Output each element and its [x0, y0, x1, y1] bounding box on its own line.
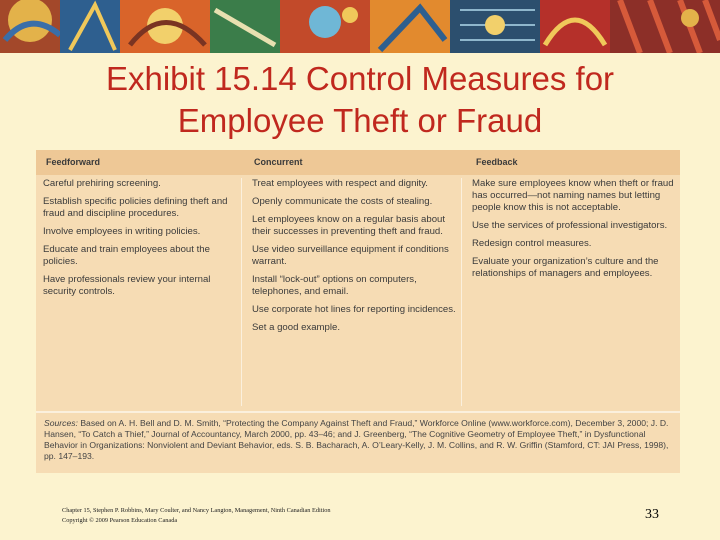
list-item: Evaluate your organization’s culture and the relationships of managers and employees. [472, 256, 659, 279]
exhibit-header-row [36, 150, 680, 175]
banner-pattern-icon [0, 0, 720, 53]
concurrent-column [249, 178, 457, 404]
sources-text: Based on A. H. Bell and D. M. Smith, “Protecting the Company Against Theft and Fraud,” Workforce Online (www.workforce.com), December 3, 2000; J. D. Hansen, “To Catch a Thief,” Journal of Accountancy, March 2000, pp. 43–46; and J. Greenberg, “The Cognitive Geometry of Employee Theft,” in Dysfunctional Behavior in Organizations: Nonviolent and Deviant Behavior, eds. S. B. Bacharach, A. O’Leary-Kelly, J. M. Collins, and R. W. Griffin (Stamford, CT: JAI Press, 1998), pp. 147–193. [44, 418, 669, 461]
list-item: Educate and train employees about the policies. [43, 244, 210, 267]
feedforward-column [40, 178, 236, 404]
header-feedback: Feedback [476, 157, 518, 167]
footer-citation: Chapter 15, Stephen P. Robbins, Mary Coulter, and Nancy Langton, Management, Ninth Canadian Edition [62, 507, 331, 514]
list-item: Use corporate hot lines for reporting incidences. [252, 304, 456, 315]
list-item: Use the services of professional investigators. [472, 220, 668, 231]
slide-footer [62, 506, 462, 526]
list-item: Careful prehiring screening. [43, 178, 161, 189]
list-item: Use video surveillance equipment if conditions warrant. [252, 244, 449, 267]
list-item: Let employees know on a regular basis about their successes in preventing theft and fraud. [252, 214, 446, 237]
header-concurrent: Concurrent [254, 157, 303, 167]
list-item: Openly communicate the costs of stealing. [252, 196, 433, 207]
column-divider [461, 178, 462, 406]
exhibit-table [36, 150, 680, 473]
list-item: Have professionals review your internal security controls. [43, 274, 211, 297]
page-number: 33 [645, 507, 659, 522]
header-feedforward: Feedforward [46, 157, 101, 167]
sources-divider [36, 411, 680, 413]
column-divider [241, 178, 242, 406]
list-item: Establish specific policies defining theft and fraud and discipline procedures. [43, 196, 228, 219]
sources-note [44, 418, 672, 462]
footer-copyright: Copyright © 2009 Pearson Education Canada [62, 517, 178, 524]
list-item: Treat employees with respect and dignity. [252, 178, 428, 189]
list-item: Make sure employees know when theft or fraud has occurred—not naming names but letting people know this is not acceptable. [472, 178, 674, 213]
title-line-2: Employee Theft or Fraud [177, 102, 543, 139]
sources-label: Sources: [44, 418, 78, 428]
list-item: Redesign control measures. [472, 238, 592, 249]
title-line-1: Exhibit 15.14 Control Measures for [105, 60, 615, 97]
slide-title [30, 58, 690, 142]
feedback-column [469, 178, 676, 404]
list-item: Set a good example. [252, 322, 341, 333]
list-item: Involve employees in writing policies. [43, 226, 201, 237]
list-item: Install “lock-out” options on computers, telephones, and email. [252, 274, 417, 297]
decorative-banner [0, 0, 720, 53]
